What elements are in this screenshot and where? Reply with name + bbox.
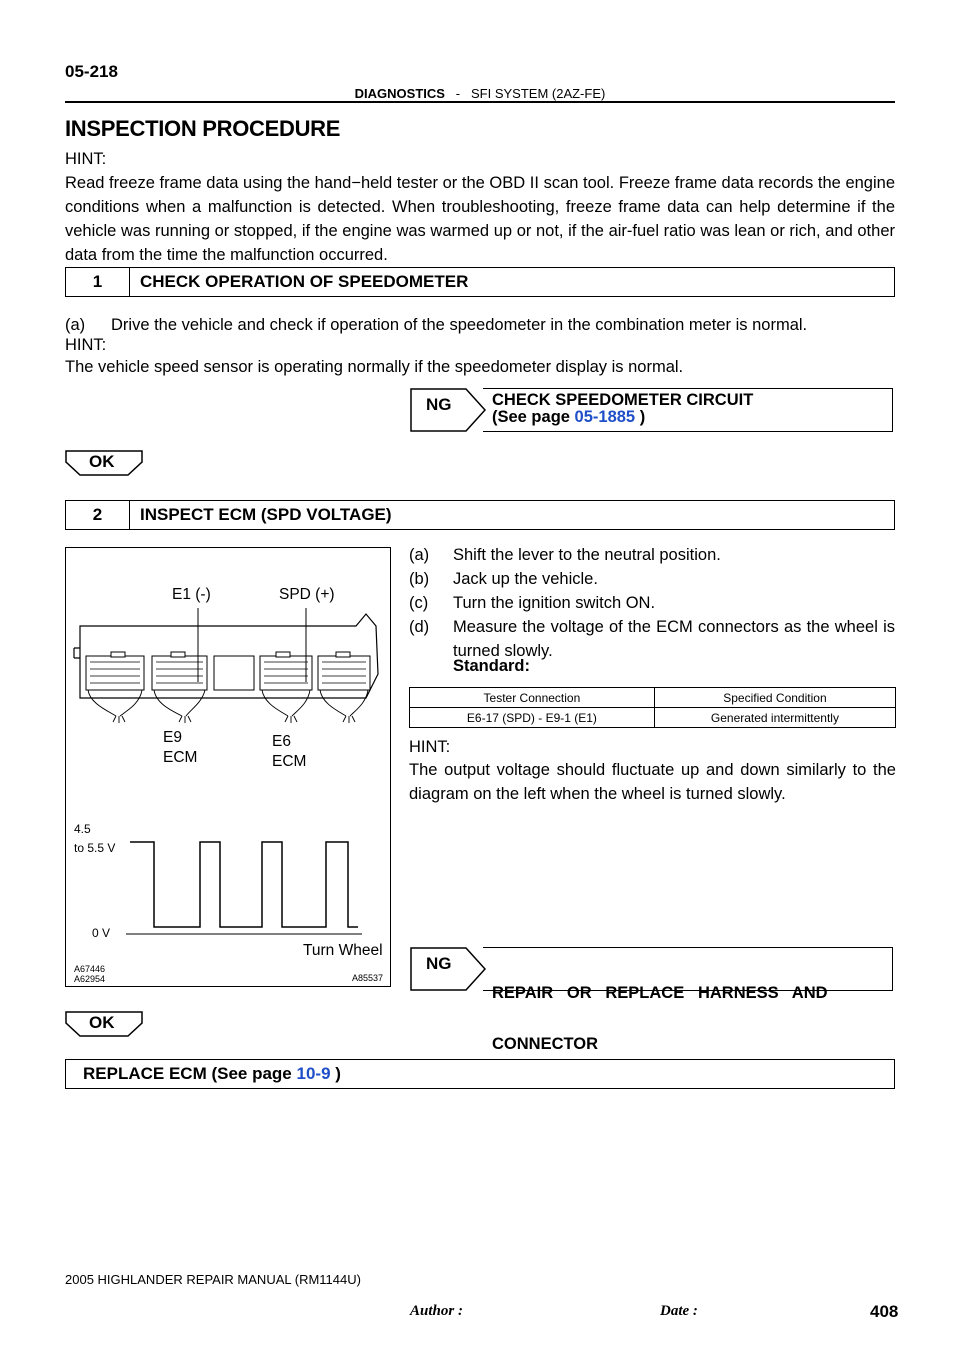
table-cell: E6-17 (SPD) - E9-1 (E1) bbox=[410, 708, 655, 728]
list-item bbox=[409, 615, 896, 663]
e6-label: E6 bbox=[272, 733, 291, 750]
list-item-text: Jack up the vehicle. bbox=[453, 570, 598, 588]
step-1-ng-see-page: (See page bbox=[492, 408, 575, 426]
manual-footer: 2005 HIGHLANDER REPAIR MANUAL (RM1144U) bbox=[65, 1272, 361, 1287]
table-header-cell: Specified Condition bbox=[654, 688, 895, 708]
step-1-hint-text: The vehicle speed sensor is operating normally if the speedometer display is normal. bbox=[65, 358, 684, 376]
step-1-ng-line2 bbox=[492, 409, 886, 426]
final-action-box bbox=[65, 1059, 895, 1089]
table-header-row bbox=[410, 688, 896, 708]
step-2-number: 2 bbox=[66, 501, 130, 529]
header-rule bbox=[65, 101, 895, 103]
e9-connector-label bbox=[163, 728, 197, 768]
running-header bbox=[0, 86, 960, 101]
final-page-link[interactable]: 10-9 bbox=[296, 1064, 331, 1083]
list-item-label: (b) bbox=[409, 570, 430, 588]
table-header-cell: Tester Connection bbox=[410, 688, 655, 708]
step-2-hint-label: HINT: bbox=[409, 738, 451, 756]
figure-codes-left bbox=[74, 964, 105, 984]
table-row bbox=[410, 708, 896, 728]
e9-ecm-label: ECM bbox=[163, 749, 198, 766]
figure-code-2: A62954 bbox=[74, 974, 106, 984]
standard-label: Standard: bbox=[453, 657, 531, 675]
list-item-text: Turn the ignition switch ON. bbox=[453, 594, 656, 612]
step-2-ng-line1: REPAIR OR REPLACE HARNESS AND bbox=[492, 984, 828, 1002]
turn-wheel-label: Turn Wheel bbox=[303, 942, 383, 959]
step-1-ok-label: OK bbox=[89, 452, 115, 471]
e9-label: E9 bbox=[163, 729, 182, 746]
page-title: INSPECTION PROCEDURE bbox=[65, 116, 341, 141]
e6-connector-label bbox=[272, 732, 306, 772]
list-item bbox=[409, 567, 896, 591]
intro-hint-label: HINT: bbox=[65, 150, 107, 168]
list-item-text: Shift the lever to the neutral position. bbox=[453, 546, 721, 564]
step-1-item-text: Drive the vehicle and check if operation of the speedometer in the combination meter is normal. bbox=[111, 316, 808, 334]
step-1-ng-action bbox=[492, 392, 886, 426]
e6-ecm-label: ECM bbox=[272, 753, 307, 770]
step-1-hint-label: HINT: bbox=[65, 336, 107, 354]
author-label: Author : bbox=[410, 1303, 463, 1319]
final-action-paren: ) bbox=[330, 1064, 341, 1083]
step-2-ng-branch bbox=[410, 947, 894, 1053]
step-2-item-list bbox=[409, 543, 896, 663]
spd-waveform bbox=[130, 842, 358, 927]
list-item-label: (a) bbox=[409, 546, 430, 564]
final-action-text bbox=[83, 1060, 341, 1088]
step-1-ng-page-link[interactable]: 05-1885 bbox=[574, 408, 636, 426]
step-2-title: INSPECT ECM (SPD VOLTAGE) bbox=[140, 505, 392, 524]
step-1-number: 1 bbox=[66, 268, 130, 296]
step-2-ok-label: OK bbox=[89, 1013, 115, 1032]
standard-table bbox=[409, 687, 896, 728]
step-1-item-label: (a) bbox=[65, 316, 86, 334]
voltage-high-value: 4.5 bbox=[74, 822, 91, 836]
voltage-high-label bbox=[74, 820, 115, 858]
header-subsection: SFI SYSTEM (2AZ-FE) bbox=[470, 86, 606, 101]
e1-terminal-label: E1 (-) bbox=[172, 586, 211, 603]
figure-code-1: A67446 bbox=[74, 964, 106, 974]
date-label: Date : bbox=[660, 1303, 698, 1319]
list-item bbox=[409, 591, 896, 615]
step-1-ng-label: NG bbox=[426, 395, 452, 414]
connector-blocks bbox=[86, 652, 370, 690]
ecm-connector-diagram bbox=[66, 548, 390, 986]
step-1-ng-branch bbox=[410, 388, 894, 432]
wire-harness bbox=[88, 690, 368, 723]
step-2-ng-label: NG bbox=[426, 954, 452, 973]
header-separator: - bbox=[455, 86, 461, 101]
step-2-header bbox=[65, 500, 895, 530]
page-number: 408 bbox=[870, 1302, 899, 1321]
list-item-label: (c) bbox=[409, 594, 429, 612]
step-2-ng-line2: CONNECTOR bbox=[492, 1035, 599, 1053]
list-item-label: (d) bbox=[409, 618, 430, 636]
final-action-label: REPLACE ECM (See page bbox=[83, 1064, 297, 1083]
spd-terminal-label: SPD (+) bbox=[279, 586, 335, 603]
page-code: 05-218 bbox=[65, 62, 118, 81]
figure-code-3: A85537 bbox=[352, 973, 384, 983]
intro-paragraph: Read freeze frame data using the hand−held tester or the OBD II scan tool. Freeze frame data records the engine conditions when a malfunction is detected. When troubleshooting, freeze frame data can help determine if the vehicle was running or stopped, if the engine was warmed up or not, if the air-fuel ratio was lean or rich, and other data from the time the malfunction occurred. bbox=[65, 174, 895, 264]
step-1-ng-paren: ) bbox=[635, 408, 646, 426]
step-2-ok-tag bbox=[65, 1011, 143, 1037]
step-1-ng-line1: CHECK SPEEDOMETER CIRCUIT bbox=[492, 391, 754, 409]
voltage-low-label: 0 V bbox=[92, 926, 111, 940]
step-1-ok-tag bbox=[65, 450, 143, 476]
step-1-title: CHECK OPERATION OF SPEEDOMETER bbox=[140, 272, 469, 291]
step-1-header bbox=[65, 267, 895, 297]
list-item-text: Measure the voltage of the ECM connectors as the wheel is turned slowly. bbox=[453, 618, 895, 660]
voltage-high-range: to 5.5 V bbox=[74, 841, 116, 855]
step-2-hint-text: The output voltage should fluctuate up and down similarly to the diagram on the left when the wheel is turned slowly. bbox=[409, 761, 896, 803]
table-cell: Generated intermittently bbox=[654, 708, 895, 728]
ecm-figure bbox=[65, 547, 391, 987]
list-item bbox=[409, 543, 896, 567]
header-section: DIAGNOSTICS bbox=[354, 86, 445, 101]
